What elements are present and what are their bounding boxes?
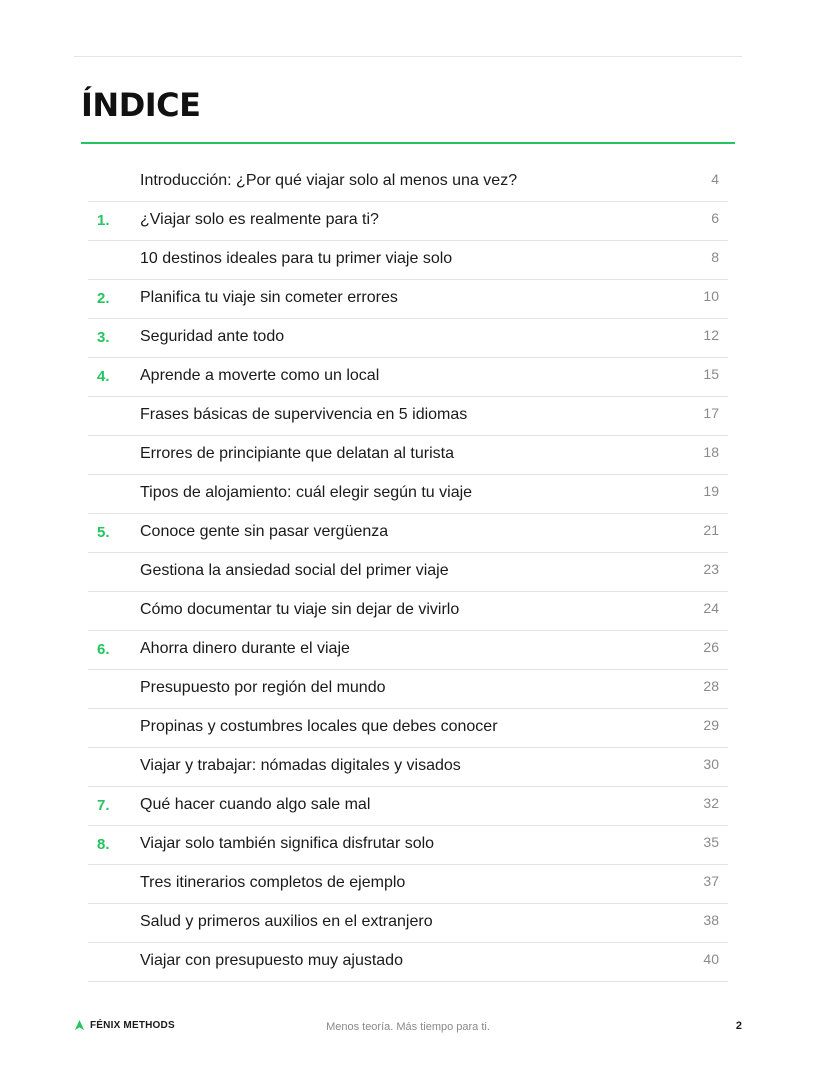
toc-entry[interactable] [88, 514, 728, 553]
toc-entry[interactable] [88, 319, 728, 358]
toc-page-number: 28 [703, 678, 719, 694]
toc-entry-title: Planifica tu viaje sin cometer errores [140, 289, 398, 306]
toc-page-number: 29 [703, 717, 719, 733]
toc-page-number: 15 [703, 366, 719, 382]
toc-entry-title: Tres itinerarios completos de ejemplo [140, 874, 406, 891]
chapter-number: 2. [97, 290, 110, 307]
chapter-number: 7. [97, 797, 110, 814]
toc-entry-title: Seguridad ante todo [140, 328, 285, 345]
toc-entry-title: Viajar solo también significa disfrutar solo [140, 835, 435, 852]
toc-entry[interactable] [88, 748, 728, 787]
toc-entry-title: Salud y primeros auxilios en el extranjero [140, 913, 433, 930]
toc-entry[interactable] [88, 202, 728, 241]
toc-entry-title: Frases básicas de supervivencia en 5 idiomas [140, 406, 468, 423]
brand-name: FÉNIX METHODS [90, 1020, 175, 1031]
chapter-number: 1. [97, 212, 110, 229]
toc-entry[interactable] [88, 358, 728, 397]
toc-entry-title: Introducción: ¿Por qué viajar solo al menos una vez? [140, 172, 518, 189]
toc-entry-title: Cómo documentar tu viaje sin dejar de vivirlo [140, 601, 460, 618]
toc-page-number: 18 [703, 444, 719, 460]
toc-page-number: 19 [703, 483, 719, 499]
toc-entry-title: Ahorra dinero durante el viaje [140, 640, 350, 657]
toc-entry[interactable] [88, 436, 728, 475]
toc-entry-title: ¿Viajar solo es realmente para ti? [140, 211, 379, 228]
page-title: ÍNDICE [81, 86, 201, 124]
toc-page-number: 4 [711, 171, 719, 187]
toc-page-number: 30 [703, 756, 719, 772]
toc-entry[interactable] [88, 397, 728, 436]
toc-entry[interactable] [88, 709, 728, 748]
toc-page-number: 32 [703, 795, 719, 811]
toc-page-number: 10 [703, 288, 719, 304]
toc-page-number: 21 [703, 522, 719, 538]
chapter-number: 3. [97, 329, 110, 346]
toc-entry[interactable] [88, 592, 728, 631]
toc-page-number: 40 [703, 951, 719, 967]
toc-entry-title: Tipos de alojamiento: cuál elegir según tu viaje [140, 484, 473, 501]
toc-entry-title: Viajar con presupuesto muy ajustado [140, 952, 403, 969]
chapter-number: 5. [97, 524, 110, 541]
header-divider [74, 56, 742, 57]
title-underline [81, 142, 735, 144]
page-number: 2 [735, 1020, 742, 1032]
toc-page-number: 26 [703, 639, 719, 655]
chapter-number: 6. [97, 641, 110, 658]
page-footer [74, 1020, 742, 1040]
toc-page-number: 37 [703, 873, 719, 889]
toc-entry[interactable] [88, 865, 728, 904]
toc-entry[interactable] [88, 670, 728, 709]
toc-page-number: 35 [703, 834, 719, 850]
toc-entry[interactable] [88, 943, 728, 982]
toc-entry[interactable] [88, 904, 728, 943]
toc-entry-title: Errores de principiante que delatan al turista [140, 445, 454, 462]
chapter-number: 8. [97, 836, 110, 853]
footer-tagline: Menos teoría. Más tiempo para ti. [326, 1021, 490, 1033]
toc-page-number: 12 [703, 327, 719, 343]
toc-page-number: 38 [703, 912, 719, 928]
toc-page-number: 8 [711, 249, 719, 265]
chapter-number: 4. [97, 368, 110, 385]
toc-entry-title: Conoce gente sin pasar vergüenza [140, 523, 389, 540]
toc-entry[interactable] [88, 475, 728, 514]
toc-entry-title: Aprende a moverte como un local [140, 367, 380, 384]
toc-page-number: 24 [703, 600, 719, 616]
toc-page-number: 6 [711, 210, 719, 226]
table-of-contents [88, 163, 728, 982]
toc-entry-title: Qué hacer cuando algo sale mal [140, 796, 371, 813]
toc-entry[interactable] [88, 553, 728, 592]
toc-entry[interactable] [88, 631, 728, 670]
toc-entry[interactable] [88, 241, 728, 280]
toc-entry-title: Gestiona la ansiedad social del primer viaje [140, 562, 449, 579]
toc-page-number: 23 [703, 561, 719, 577]
toc-page-number: 17 [703, 405, 719, 421]
toc-entry-title: 10 destinos ideales para tu primer viaje solo [140, 250, 453, 267]
toc-entry[interactable] [88, 280, 728, 319]
toc-entry-title: Presupuesto por región del mundo [140, 679, 386, 696]
toc-entry[interactable] [88, 163, 728, 202]
toc-entry[interactable] [88, 826, 728, 865]
toc-entry-title: Propinas y costumbres locales que debes conocer [140, 718, 498, 735]
toc-entry[interactable] [88, 787, 728, 826]
toc-entry-title: Viajar y trabajar: nómadas digitales y visados [140, 757, 461, 774]
